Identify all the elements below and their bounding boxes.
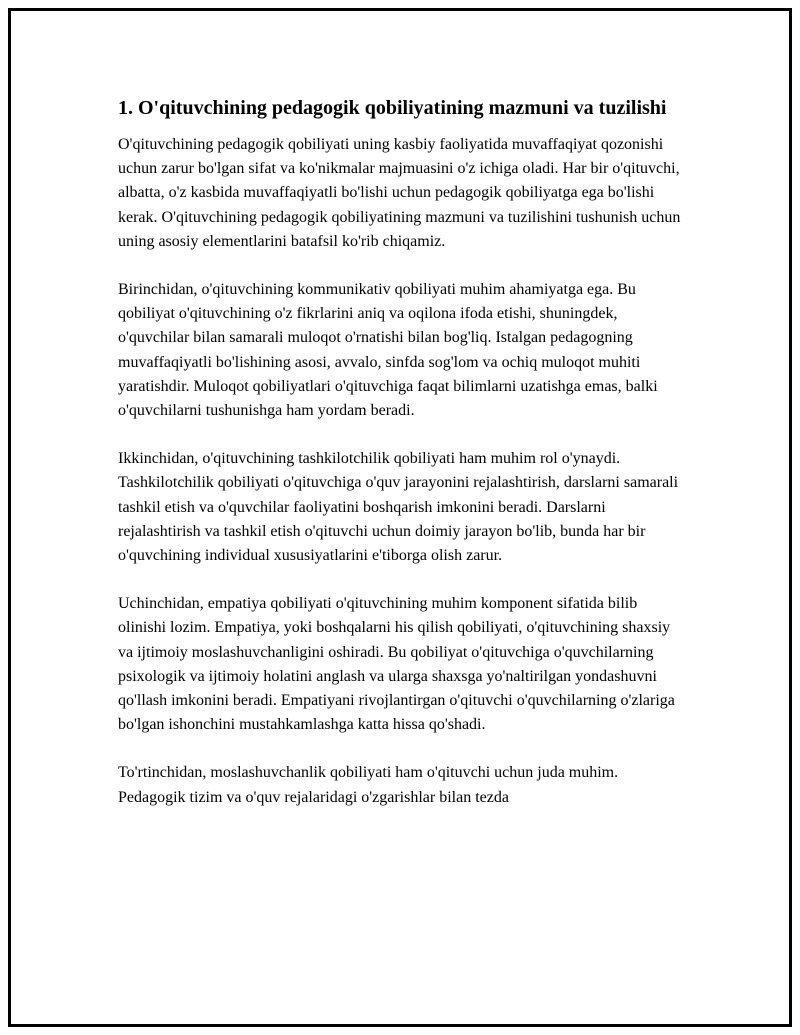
- paragraph-intro: O'qituvchining pedagogik qobiliyati uning kasbiy faoliyatida muvaffaqiyat qozonishi uchun zarur bo'lgan sifat va ko'nikmalar majmuasini o'z ichiga oladi. Har bir o'qituvchi, albatta, o'z kasbida muvaffaqiyatli bo'lishi uchun pedagogik qobiliyatga ega bo'lishi kerak. O'qituvchining pedagogik qobiliyatining mazmuni va tuzilishini tushunish uchun uning asosiy elementlarini batafsil ko'rib chiqamiz.: [118, 136, 681, 250]
- document-title: 1. O'qituvchining pedagogik qobiliyatining mazmuni va tuzilishi: [118, 97, 667, 119]
- paragraph-empathy: Uchinchidan, empatiya qobiliyati o'qituvchining muhim komponent sifatida bilib olinishi lozim. Empatiya, yoki boshqalarni his qilish qobiliyati, o'qituvchining shaxsiy va ijtimoiy moslashuvchanligini oshiradi. Bu qobiliyat o'qituvchiga o'quvchilarning psixologik va ijtimoiy holatini anglash va ularga shaxsga yo'naltirilgan yondashuvni qo'llash imkonini beradi. Empatiyani rivojlantirgan o'qituvchi o'quvchilarning o'zlariga bo'lgan ishonchini mustahkamlashga katta hissa qo'shadi.: [118, 595, 675, 734]
- paragraph-adaptability: To'rtinchidan, moslashuvchanlik qobiliyati ham o'qituvchi uchun juda muhim. Pedagogik tizim va o'quv rejalaridagi o'zgarishlar bilan tezda: [118, 764, 619, 806]
- paragraph-communicative: Birinchidan, o'qituvchining kommunikativ qobiliyati muhim ahamiyatga ega. Bu qobiliyat o'qituvchining o'z fikrlarini aniq va oqilona ifoda etishi, shuningdek, o'quvchilar bilan samarali muloqot o'rnatishi bilan bog'liq. Istalgan pedagogning muvaffaqiyatli bo'lishining asosi, avvalo, sinfda sog'lom va ochiq muloqot muhiti yaratishdir. Muloqot qobiliyatlari o'qituvchiga faqat bilimlarni uzatishga emas, balki o'quvchilarni tushunishga ham yordam beradi.: [118, 281, 658, 420]
- paragraph-organizational: Ikkinchidan, o'qituvchining tashkilotchilik qobiliyati ham muhim rol o'ynaydi. Tashkilotchilik qobiliyati o'qituvchiga o'quv jarayonini rejalashtirish, darslarni samarali tashkil etish va o'quvchilar faoliyatini boshqarish imkonini beradi. Darslarni rejalashtirish va tashkil etish o'qituvchi uchun doimiy jarayon bo'lib, bunda har bir o'quvchining individual xususiyatlarini e'tiborga olish zarur.: [118, 450, 679, 565]
- document-body: [118, 93, 688, 834]
